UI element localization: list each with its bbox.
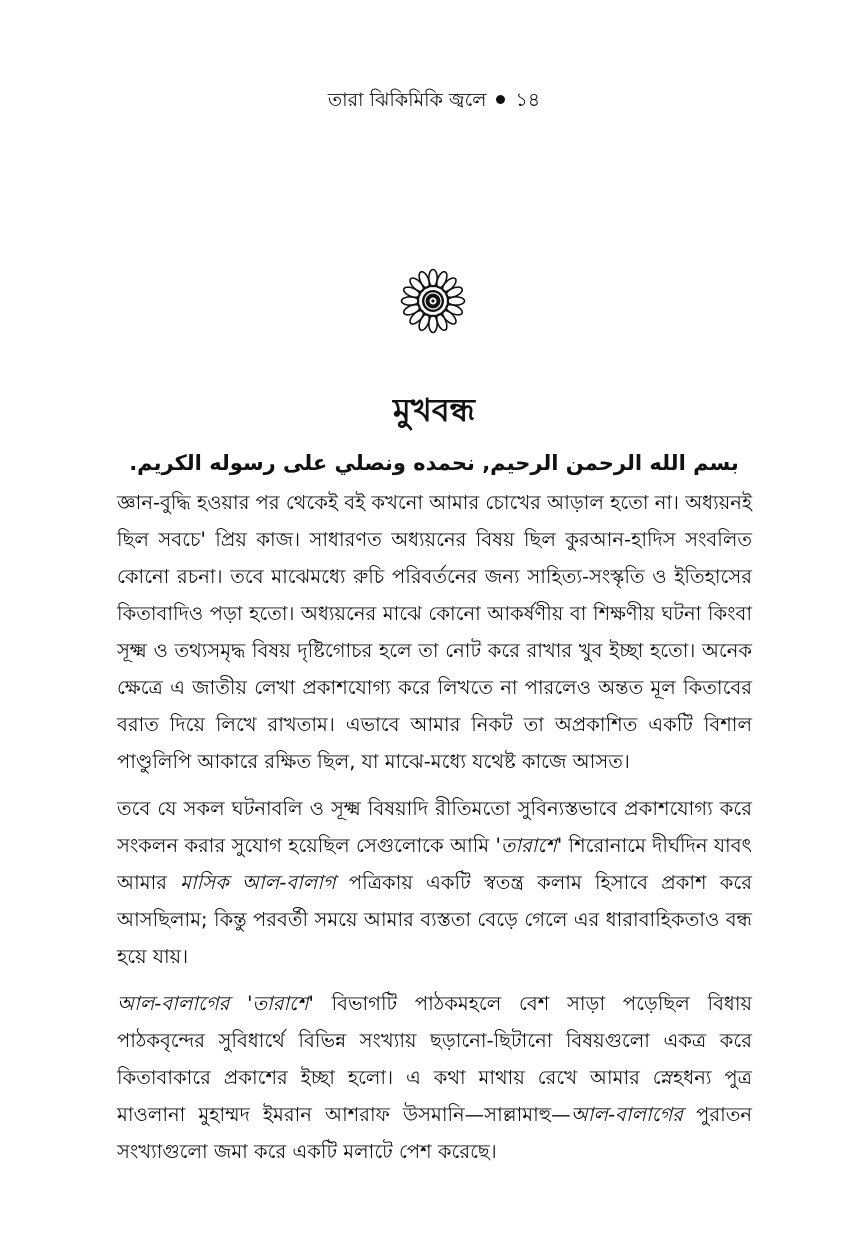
- floral-medallion-icon: [400, 268, 466, 334]
- magazine-name: আল-বালাগের: [570, 1103, 684, 1126]
- book-title: তারা ঝিকিমিকি জ্বলে: [327, 89, 487, 111]
- paragraph-2-text: তবে যে সকল ঘটনাবলি ও সূক্ষ্ম বিষয়াদি রীতিমতো সুবিন্যস্তভাবে প্রকাশযোগ্য করে সংকলন করার সুযোগ হয়েছিল সেগুলোকে আমি: [117, 797, 752, 857]
- magazine-name: মাসিক আল-বালাগ: [180, 871, 336, 894]
- running-header: [0, 86, 868, 114]
- paragraph-2-text: শিরোনামে দীর্ঘদিন যাবৎ আমার: [117, 834, 752, 894]
- paragraph-3: [117, 985, 752, 1170]
- paragraph-3-text: পুরাতন সংখ্যাগুলো জমা করে একটি মলাটে পেশ করেছে।: [117, 1103, 752, 1163]
- body-text: [117, 484, 752, 1180]
- paragraph-1: জ্ঞান-বুদ্ধি হওয়ার পর থেকেই বই কখনো আমার চোখের আড়াল হতো না। অধ্যয়নই ছিল সবচে' প্রিয় কাজ। সাধারণত অধ্যয়নের বিষয় ছিল কুরআন-হাদিস সংবলিত কোনো রচনা। তবে মাঝেমধ্যে রুচি পরিবর্তনের জন্য সাহিত্য-সংস্কৃতি ও ইতিহাসের কিতাবাদিও পড়া হতো। অধ্যয়নের মাঝে কোনো আকর্ষণীয় বা শিক্ষণীয় ঘটনা কিংবা সূক্ষ্ম ও তথ্যসমৃদ্ধ বিষয় দৃষ্টিগোচর হলে তা নোট করে রাখার খুব ইচ্ছা হতো। অনেক ক্ষেত্রে এ জাতীয় লেখা প্রকাশযোগ্য করে লিখতে না পারলেও অন্তত মূল কিতাবের বরাত দিয়ে লিখে রাখতাম। এভাবে আমার নিকট তা অপ্রকাশিত একটি বিশাল পাণ্ডুলিপি আকারে রক্ষিত ছিল, যা মাঝে-মধ্যে যথেষ্ট কাজে আসত।: [117, 491, 752, 773]
- paragraph-3-text: বিভাগটি পাঠকমহলে বেশ সাড়া পড়েছিল বিধায় পাঠকবৃন্দের সুবিধার্থে বিভিন্ন সংখ্যায় ছড়ানো-ছিটানো বিষয়গুলো একত্র করে কিতাবাকারে প্রকাশের ইচ্ছা হলো। এ কথা মাথায় রেখে আমার স্নেহধন্য পুত্র মাওলানা মুহাম্মদ ইমরান আশরাফ উসমানি—সাল্লামাহু—: [117, 992, 752, 1126]
- paragraph-2: [117, 790, 752, 975]
- chapter-title: মুখবন্ধ: [393, 391, 475, 429]
- page-number: ১৪: [515, 89, 541, 111]
- bullet-icon: [496, 95, 505, 104]
- section-name: আল-বালাগের 'তারাশে': [117, 992, 314, 1015]
- paragraph-2-text: পত্রিকায় একটি স্বতন্ত্র কলাম হিসাবে প্রকাশ করে আসছিলাম; কিন্তু পরবর্তী সময়ে আমার ব্যস্ততা বেড়ে গেলে এর ধারাবাহিকতাও বন্ধ হয়ে যায়।: [117, 871, 752, 968]
- column-name: 'তারাশে': [495, 834, 563, 857]
- basmala-line: بسم الله الرحمن الرحيم, نحمده ونصلي على رسوله الكريم.: [129, 451, 739, 475]
